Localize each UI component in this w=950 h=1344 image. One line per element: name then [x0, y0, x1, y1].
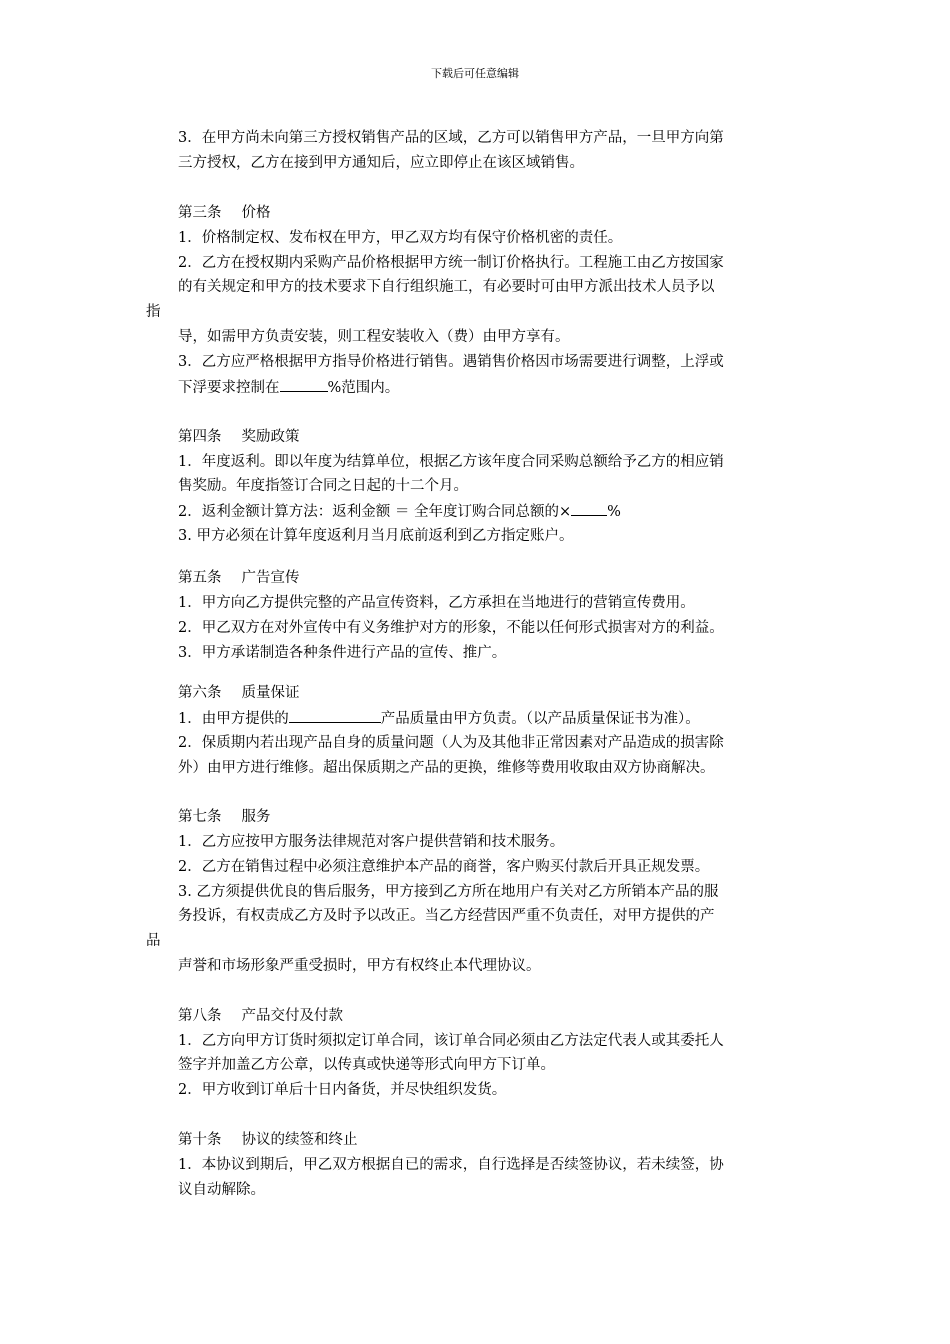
art7-p2: 2．乙方在销售过程中必须注意维护本产品的商誉，客户购买付款后开具正规发票。: [178, 859, 710, 875]
art8-p1-line2: 签字并加盖乙方公章，以传真或快递等形式向甲方下订单。: [178, 1057, 555, 1073]
art7-p3-line1: 3. 乙方须提供优良的售后服务，甲方接到乙方所在地用户有关对乙方所销本产品的服: [178, 884, 719, 900]
art6-number: 第六条: [178, 685, 222, 701]
art3-p3-line1: 3．乙方应严格根据甲方指导价格进行销售。遇销售价格因市场需要进行调整，上浮或: [178, 354, 724, 370]
art7-p3-orphan-char: 品: [146, 933, 161, 949]
art5-p1: 1．甲方向乙方提供完整的产品宣传资料，乙方承担在当地进行的营销宣传费用。: [178, 595, 695, 611]
art3-p1: 1．价格制定权、发布权在甲方，甲乙双方均有保守价格机密的责任。: [178, 230, 623, 246]
art3-p2-orphan-char: 指: [146, 304, 161, 320]
price-range-blank: [280, 377, 328, 392]
art5-number: 第五条: [178, 570, 222, 586]
art6-p1-text-after: 产品质量由甲方负责。（以产品质量保证书为准）。: [380, 711, 700, 727]
art6-p1: [178, 708, 700, 729]
art8-p1-line1: 1．乙方向甲方订货时须拟定订单合同，该订单合同必须由乙方法定代表人或其委托人: [178, 1033, 724, 1049]
art4-p3: 3. 甲方必须在计算年度返利月当月底前返利到乙方指定账户。: [178, 528, 574, 544]
art10-heading: [178, 1130, 358, 1150]
art10-title: 协议的续签和终止: [241, 1132, 358, 1148]
art4-title: 奖励政策: [241, 429, 300, 445]
art3-p2-line3: 导，如需甲方负责安装，则工程安装收入（费）由甲方享有。: [178, 329, 570, 345]
art2-p3-line1: 3．在甲方尚未向第三方授权销售产品的区域，乙方可以销售甲方产品，一旦甲方向第: [178, 130, 724, 146]
art8-heading: [178, 1006, 343, 1026]
art5-title: 广告宣传: [241, 570, 300, 586]
art3-heading: [178, 203, 271, 223]
art4-p2: [178, 501, 621, 522]
art3-p3-line2: [178, 377, 399, 398]
art5-heading: [178, 568, 300, 588]
art6-heading: [178, 683, 300, 703]
art4-number: 第四条: [178, 429, 222, 445]
art8-p2: 2．甲方收到订单后十日内备货，并尽快组织发货。: [178, 1082, 507, 1098]
art5-p2: 2．甲乙双方在对外宣传中有义务维护对方的形象，不能以任何形式损害对方的利益。: [178, 620, 724, 636]
art4-heading: [178, 427, 300, 447]
art6-p1-text-before: 1．由甲方提供的: [178, 711, 289, 727]
art3-p3-text-after: %范围内。: [327, 380, 400, 396]
art4-p1-line2: 售奖励。年度指签订合同之日起的十二个月。: [178, 478, 468, 494]
art7-p3-line3: 声誉和市场形象严重受损时，甲方有权终止本代理协议。: [178, 958, 541, 974]
art3-p3-text-before: 下浮要求控制在: [178, 380, 280, 396]
art3-title: 价格: [241, 205, 271, 221]
art5-p3: 3．甲方承诺制造各种条件进行产品的宣传、推广。: [178, 645, 507, 661]
rebate-percent-blank: [571, 501, 607, 516]
art4-p1-line1: 1．年度返利。即以年度为结算单位，根据乙方该年度合同采购总额给予乙方的相应销: [178, 454, 724, 470]
art6-title: 质量保证: [241, 685, 300, 701]
art10-number: 第十条: [178, 1132, 222, 1148]
art8-title: 产品交付及付款: [241, 1008, 343, 1024]
art8-number: 第八条: [178, 1008, 222, 1024]
art10-p1-line1: 1．本协议到期后，甲乙双方根据自已的需求，自行选择是否续签协议，若未续签，协: [178, 1157, 724, 1173]
art2-p3-line2: 三方授权，乙方在接到甲方通知后，应立即停止在该区域销售。: [178, 155, 584, 171]
product-name-blank: [289, 708, 381, 723]
art6-p2-line2: 外）由甲方进行维修。超出保质期之产品的更换，维修等费用收取由双方协商解决。: [178, 760, 715, 776]
art7-p1: 1．乙方应按甲方服务法律规范对客户提供营销和技术服务。: [178, 834, 565, 850]
art7-heading: [178, 807, 271, 827]
art10-p1-line2: 议自动解除。: [178, 1182, 265, 1198]
art4-p2-text-after: %: [607, 504, 621, 520]
art7-number: 第七条: [178, 809, 222, 825]
art3-number: 第三条: [178, 205, 222, 221]
art3-p2-line2: 的有关规定和甲方的技术要求下自行组织施工，有必要时可由甲方派出技术人员予以: [178, 279, 715, 295]
art7-title: 服务: [241, 809, 271, 825]
art6-p2-line1: 2．保质期内若出现产品自身的质量问题（人为及其他非正常因素对产品造成的损害除: [178, 735, 724, 751]
art4-p2-text-before: 2．返利金额计算方法：返利金额 ＝ 全年度订购合同总额的×: [178, 504, 572, 520]
art7-p3-line2: 务投诉，有权责成乙方及时予以改正。当乙方经营因严重不负责任，对甲方提供的产: [178, 908, 715, 924]
page-header: 下载后可任意编辑: [431, 67, 519, 80]
art3-p2-line1: 2．乙方在授权期内采购产品价格根据甲方统一制订价格执行。工程施工由乙方按国家: [178, 255, 724, 271]
